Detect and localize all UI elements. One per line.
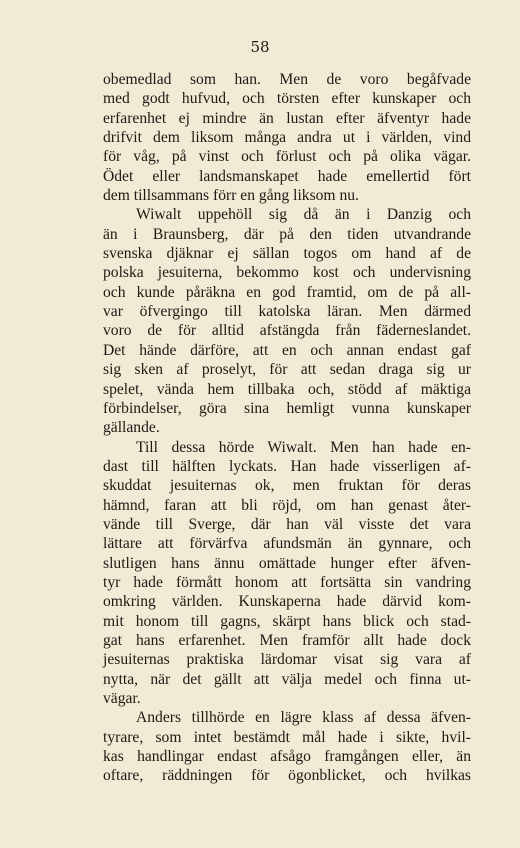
text-line: Ödet eller landsmanskapet hade emellertid fört [103, 167, 471, 185]
text-line: Anders tillhörde en lägre klass af dessa äfven- [136, 709, 471, 727]
text-line: erfarenhet ej mindre än lustan efter äfventyr hade [103, 109, 471, 127]
text-line: gällande. [103, 419, 160, 437]
text-line: omkring världen. Kunskaperna hade därvid kom- [103, 593, 471, 611]
text-line: oftare, räddningen för ögonblicket, och hvilkas [103, 767, 471, 785]
text-line: lättare att förvärfva afundsmän än gynnare, och [103, 535, 471, 553]
text-line: slutligen hans ännu omättade hunger efter äfven- [103, 554, 471, 572]
text-line: för våg, på vinst och förlust och på olika vägar. [103, 148, 471, 166]
text-line: drifvit dem liksom många andra ut i världen, vind [103, 129, 471, 147]
text-line: spelet, vända hem tillbaka och, stödd af mäktiga [103, 380, 471, 398]
text-line: obemedlad som han. Men de voro begåfvade [103, 71, 471, 88]
text-line: sig sken af proselyt, för att sedan draga sig ur [103, 361, 471, 379]
text-line: med godt hufvud, och törsten efter kunskaper och [103, 90, 471, 108]
text-line: dem tillsammans förr en gång liksom nu. [103, 187, 359, 205]
text-line: Det hände därföre, att en och annan endast gaf [103, 341, 471, 359]
text-line: vägar. [103, 690, 141, 707]
text-line: svenska djäknar ej sällan togos om hand af de [103, 245, 471, 263]
text-line: jesuiternas praktiska lärdomar visat sig vara af [103, 651, 471, 669]
body-text [103, 70, 471, 786]
text-line: mit honom till gagns, skärpt hans blick och stad- [103, 612, 471, 630]
text-line: kas handlingar endast afsågo framgången eller, än [103, 748, 471, 766]
text-line: förbindelser, göra sina hemligt vunna kunskaper [103, 399, 471, 417]
text-line: var öfvergingo till katolska läran. Men därmed [103, 303, 471, 321]
text-line: gat hans erfarenhet. Men framför allt hade dock [103, 631, 471, 649]
page-number: 58 [250, 38, 270, 56]
text-line: tyr hade förmått honom att fortsätta sin vandring [103, 573, 471, 591]
text-line: än i Braunsberg, där på den tiden utvandrande [103, 225, 471, 243]
text-line: nytta, när det gällt att välja medel och finna ut- [103, 670, 471, 688]
text-line: tyrare, som intet bestämdt mål hade i sikte, hvil- [103, 728, 471, 746]
text-line: och kunde påräkna en god framtid, om de på all- [103, 283, 471, 301]
text-line: vände till Sverge, där han väl visste det vara [103, 515, 471, 533]
text-line: polska jesuiterna, bekommo kost och undervisning [103, 264, 471, 282]
text-line: Till dessa hörde Wiwalt. Men han hade en- [136, 438, 471, 456]
text-line: Wiwalt uppehöll sig då än i Danzig och [136, 206, 471, 224]
text-line: hämnd, faran att bli röjd, om han genast åter- [103, 496, 471, 514]
text-line: voro de för alltid afstängda från fäderneslandet. [103, 322, 471, 340]
text-line: dast till hälften lyckats. Han hade visserligen af- [103, 457, 471, 475]
text-line: skuddat jesuiternas ok, men fruktan för deras [103, 477, 471, 495]
